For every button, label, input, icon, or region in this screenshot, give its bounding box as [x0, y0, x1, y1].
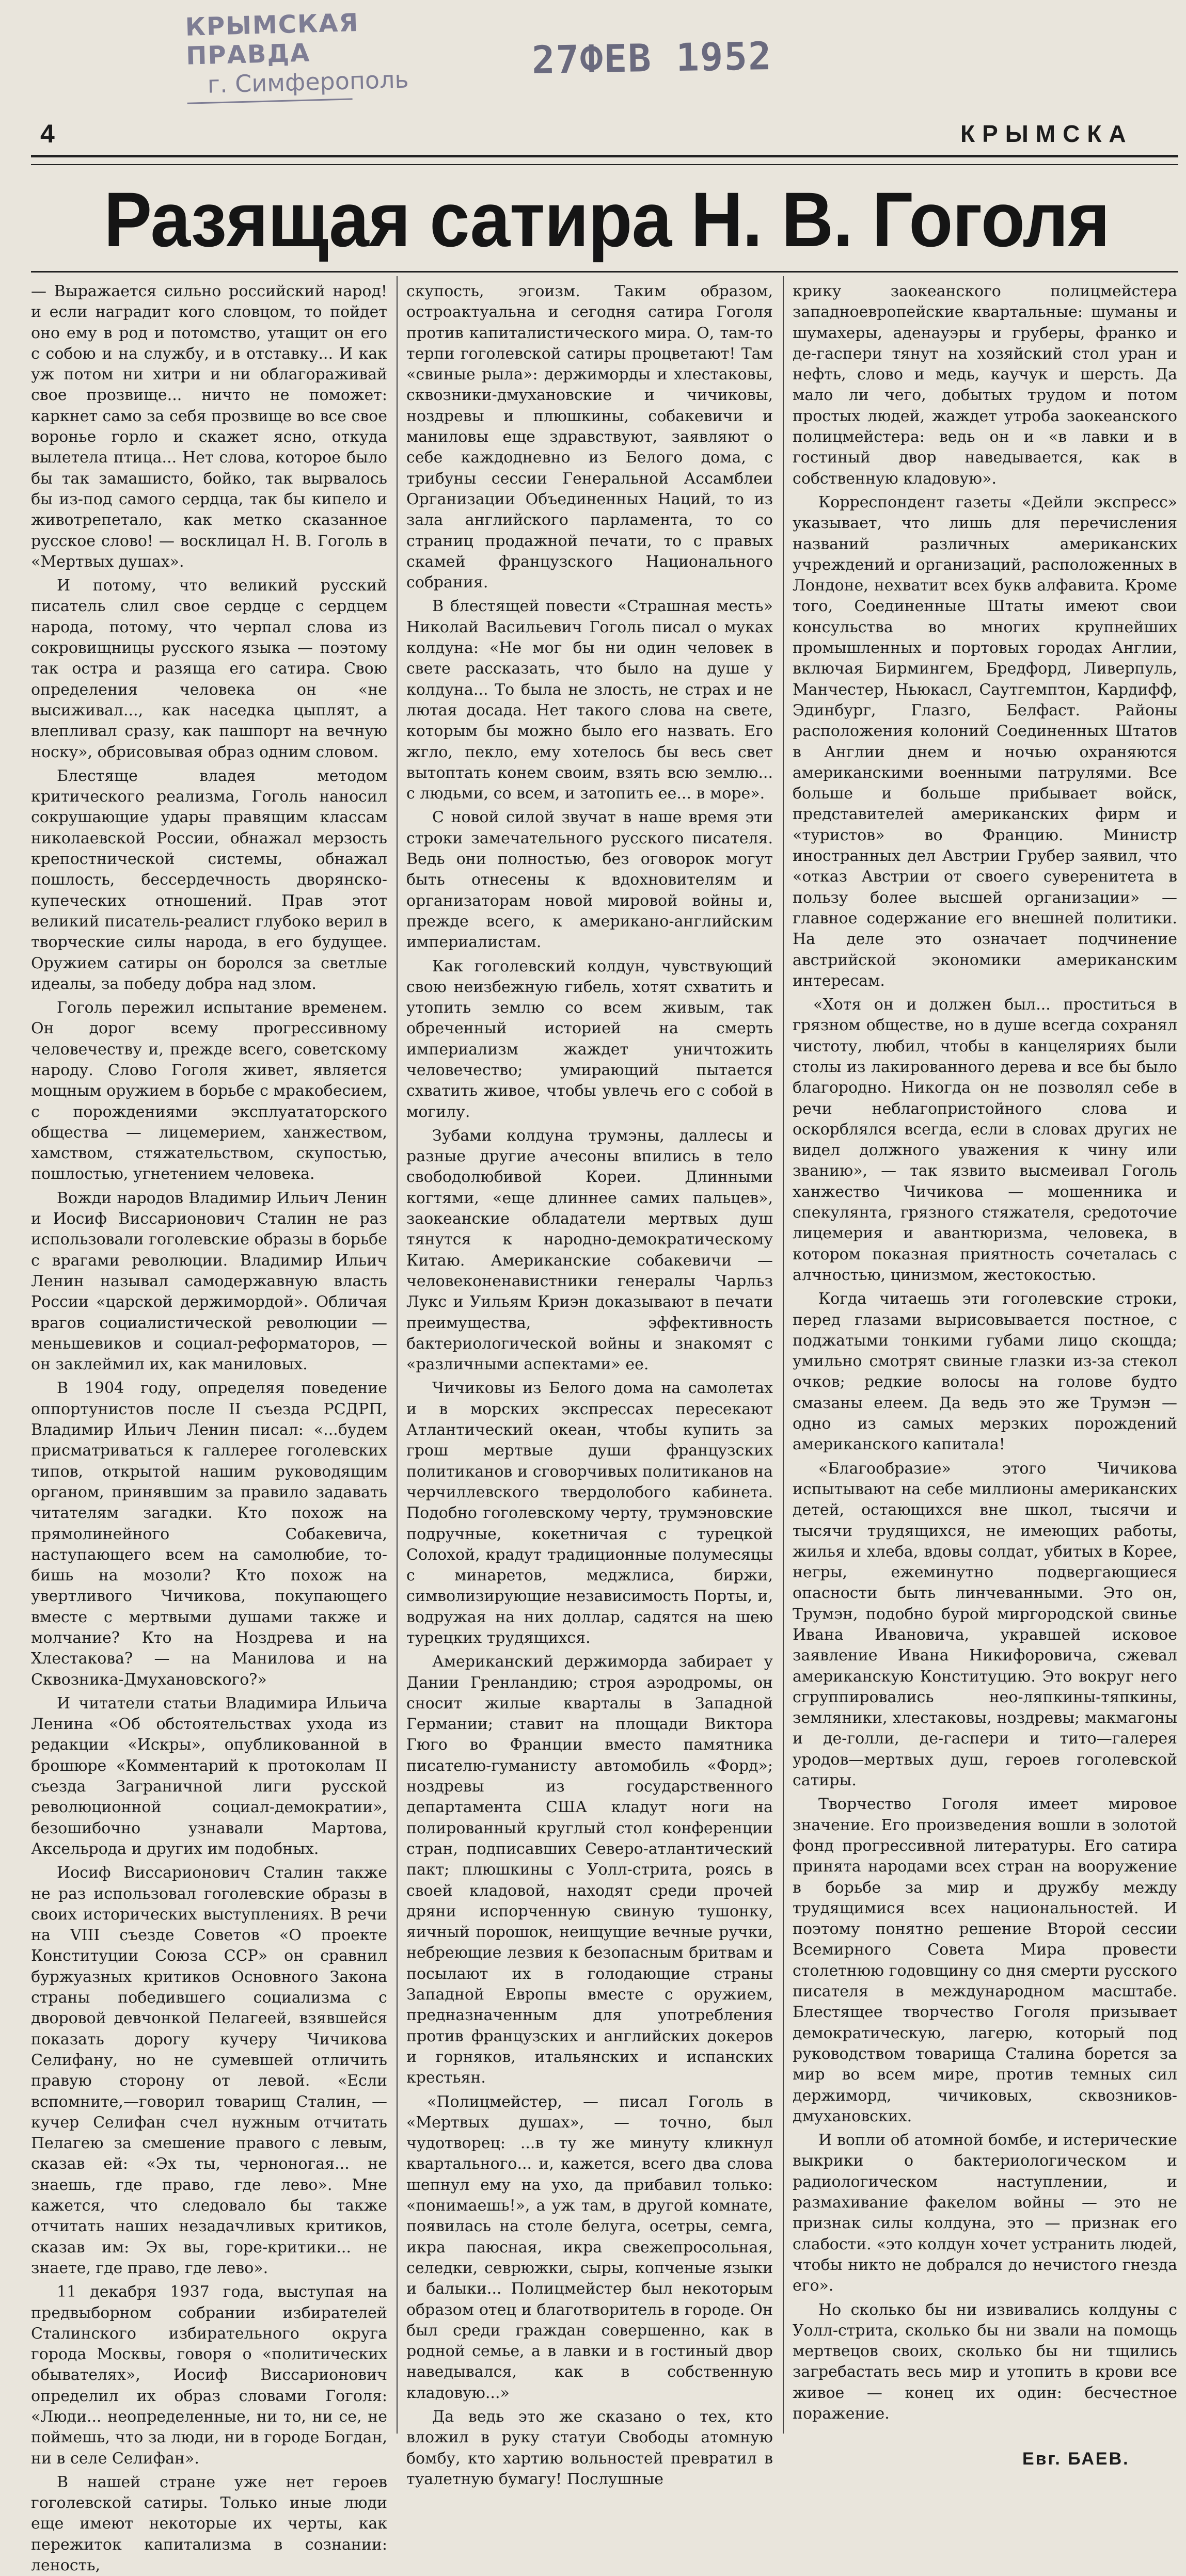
paragraph: Блестяще владея методом критического реализма, Гоголь наносил сокрушающие удары правящим классам николаевской России, обнажал мерзость крепостнической системы, обнажал пошлость, бессердечность дворянско-купеческих отношений. Прав этот великий писатель-реалист глубоко верил в творческие силы народа, в его будущее. Оружием сатиры он боролся за светлые идеалы, за победу добра над злом. [31, 766, 387, 993]
header-rule-thin [31, 164, 1178, 165]
column-divider [397, 276, 398, 2434]
paragraph: крику заокеанского полицмейстера западноевропейские квартальные: шуманы и шумахеры, аденауэры и груберы, франко и де-гаспери тянут на хозяйский стол уран и нефть, слово и медь, каучук и шерсть. Да мало ли чего, добытых трудом и потом простых людей, жаждет утроба заокеанского полицмейстера: ведь он и «в лавки и в гостиный двор наведывается, как в собственную кладовую». [793, 282, 1177, 488]
author-signature: Евг. БАЕВ. [1022, 2449, 1130, 2469]
paragraph: 11 декабря 1937 года, выступая на предвыборном собрании избирателей Сталинского избирательного округа города Москвы, говоря о «политических обывателях», Иосиф Виссарионович определил их образ словами Гоголя: «Люди... неопределенные, ни то, ни се, не поймешь, что за люди, ни в городе Богдан, ни в селе Селифан». [31, 2283, 387, 2468]
paragraph: — Выражается сильно российский народ! и если наградит кого словцом, то пойдет оно ему в род и потомство, утащит он его с собою и на службу, и в отставку... И как уж потом ни хитри и ни облагораживай свое прозвище... ничто не поможет: каркнет само за себя прозвище во все свое воронье горло и скажет ясно, откуда вылетела птица... Нет слова, которое было бы так замашисто, бойко, так вырвалось бы из-под самого сердца, так бы кипело и животрепетало, как метко сказанное русское слово! — восклицал Н. В. Гоголь в «Мертвых душах». [31, 282, 387, 571]
stamp-newspaper-name: КРЫМСКАЯ ПРАВДА [185, 8, 359, 71]
paragraph: Как гоголевский колдун, чувствующий свою неизбежную гибель, хотят схватить и утопить землю со всем живым, так обреченный историей на смерть империализм жаждет уничтожить человечество; умирающий пытается схватить живое, чтобы увлечь его с собой в могилу. [406, 957, 773, 1121]
paragraph: Но сколько бы ни извивались колдуны с Уолл-стрита, сколько бы ни звали на помощь мертвецов своих, сколько бы ни тщились загребастать весь мир и утопить в крови все живое — конец их один: бесчестное поражение. [793, 2300, 1177, 2423]
column-divider [783, 276, 784, 2434]
paragraph: Иосиф Виссарионович Сталин также не раз использовал гоголевские образы в своих исторических выступлениях. В речи на VIII съезде Советов «О проекте Конституции Союза ССР» он сравнил буржуазных критиков Основного Закона страны победившего социализма с дворовой девчонкой Пелагеей, взявшейся показать дорогу кучеру Чичикова Селифану, но не сумевшей отличить правую сторону от левой. «Если вспомните,—говорил товарищ Сталин, — кучер Селифан счел нужным отчитать Пелагею за смешение правого с левым, сказав ей: «Эх ты, черноногая... не знаешь, где право, где лево». Мне кажется, что следовало бы также отчитать наших незадачливых критиков, сказав им: Эх вы, горе-критики... не знаете, где право, где лево». [31, 1864, 387, 2277]
library-stamp [185, 6, 455, 99]
paragraph: «Благообразие» этого Чичикова испытывают на себе миллионы американских детей, остающихся вне школ, тысячи и тысячи трудящихся, не имеющих работы, жилья и хлеба, вдовы солдат, убитых в Корее, негры, ежеминутно подвергающиеся опасности быть линчеванными. Это он, Трумэн, подобно бурой миргородской свинье Ивана Ивановича, укравшей исковое заявление Ивана Никифоровича, сжевал американскую Конституцию. Это вокруг него сгруппировались нео-ляпкины-тяпкины, земляники, хлестаковы, ноздревы; макмагоны и де-голли, де-гаспери и тито—галерея уродов—мертвых душ, героев гоголевской сатиры. [793, 1459, 1177, 1790]
paragraph: В нашей стране уже нет героев гоголевской сатиры. Только иные люди еще имеют некоторые их черты, как пережиток капитализма в сознании: леность, [31, 2473, 387, 2575]
paragraph: И потому, что великий русский писатель слил свое сердце с сердцем народа, потому, что черпал слова из сокровищницы русского языка — поэтому так остра и разяща его сатира. Свою определения человека он «не высиживал..., как наседка цыплят, а влепливал сразу, как пашпорт на вечную носку», обрисовывая образ одним словом. [31, 577, 387, 761]
paragraph: И вопли об атомной бомбе, и истерические выкрики о бактериологическом и радиологическом наступлении, и размахивание факелом войны — это не признак силы колдуна, это — признак его слабости. «это колдун хочет устранить людей, чтобы никто не добрался до нечистого гнезда его». [793, 2131, 1177, 2295]
paragraph: Американский держиморда забирает у Дании Гренландию; строя аэродромы, он сносит жилые кварталы в Западной Германии; ставит на площади Виктора Гюго во Франции вместо памятника писателю-гуманисту автомобиль «Форд»; ноздревы из государственного департамента США кладут ноги на полированный круглый стол конференции стран, подписавших Северо-атлантический пакт; плюшкины с Уолл-стрита, роясь в своей кладовой, находят среди прочей дряни испорченную свиную тушонку, яичный порошок, неищущие вечные ручки, небреющие лезвия к безопасным бритвам и посылают их в голодающие страны Западной Европы вместе с оружием, предназначенным для употребления против французских и английских докеров и горняков, итальянских и испанских крестьян. [406, 1653, 773, 2087]
headline-rule [31, 271, 1178, 273]
paragraph: Когда читаешь эти гоголевские строки, перед глазами вырисовывается постное, с поджатыми тонкими губами лицо скощда; умильно смотрят свиные глазки из-за стекол очков; редкие волосы на голове будто смазаны елеем. Да ведь это же Трумэн — одно из самых мерзких порождений американского капитала! [793, 1290, 1177, 1454]
paragraph: скупость, эгоизм. Таким образом, остроактуальна и сегодня сатира Гоголя против капиталистического мира. О, там-то терпи гоголевской сатиры процветают! Там «свиные рыла»: держиморды и хлестаковы, сквозники-дмухановские и чичиковы, ноздревы и плюшкины, собакевичи и маниловы еще здравствуют, заявляют о себе каждодневно из Белого дома, с трибуны сессии Генеральной Ассамблеи Организации Объединенных Наций, то из зала английского парламента, то со страниц продажной печати, то с правых скамей французского Национального собрания. [406, 282, 773, 592]
page-number: 4 [40, 119, 55, 148]
stamp-city: г. Симферополь [207, 65, 409, 99]
paragraph: Вожди народов Владимир Ильич Ленин и Иосиф Виссарионович Сталин не раз использовали гоголевские образы в борьбе с врагами революции. Владимир Ильич Ленин называл самодержавную власть России «царской держимордой». Обличая врагов социалистической революции — меньшевиков и социал-реформаторов, — он заклеймил их, как маниловых. [31, 1189, 387, 1374]
paragraph: «Хотя он и должен был... проститься в грязном обществе, но в душе всегда сохранял чистоту, любил, чтобы в канцеляриях были столы из лакированного дерева и все бы было благородно. Никогда он не позволял себе в речи неблагопристойного слова и оскорблялся всегда, если в словах других не видел должного уважения к чину или званию», — так язвито высмеивал Гоголь ханжество Чичикова — мошенника и спекулянта, грязного стяжателя, средоточие лицемерия и авантюризма, человека, в котором показная приятность сочеталась с алчностью, цинизмом, жестокостью. [793, 996, 1177, 1284]
paragraph: В блестящей повести «Страшная месть» Николай Васильевич Гоголь писал о муках колдуна: «Не мог бы ни один человек в свете рассказать, что было на душе у колдуна... То была не злость, не страх и не лютая досада. Нет такого слова на свете, которым бы можно было его назвать. Его жгло, пекло, ему хотелось бы весь свет вытоптать конем своим, взять всю землю... с людьми, со всем, и затопить ее... в море». [406, 597, 773, 803]
stamp-underline [187, 98, 353, 104]
article-column-2 [406, 281, 773, 2488]
paragraph: Зубами колдуна трумэны, даллесы и разные другие ачесоны впились в тело свободолюбивой Кореи. Длинными когтями, «еще длиннее самих пальцев», заокеанские обладатели мертвых душ тянутся к народно-демократическому Китаю. Американские собакевичи — человеконенавистники генералы Чарльз Лукс и Уильям Криэн доказывают в печати преимущества, эффективность бактериологической войны и знакомят с «различными аспектами» ее. [406, 1126, 773, 1374]
paragraph: Творчество Гоголя имеет мировое значение. Его произведения вошли в золотой фонд прогрессивной литературы. Его сатира принята народами всех стран на вооружение в борьбе за мир и дружбу между трудящимися всех национальностей. И поэтому понятно решение Второй сессии Всемирного Совета Мира провести столетнюю годовщину со дня смерти русского писателя в международном масштабе. Блестящее творчество Гоголя призывает демократическую, лагерю, который под руководством товарища Сталина борется за мир во всем мире, против темных сил держиморд, чичиковых, сквозников-дмухановских. [793, 1795, 1177, 2125]
paragraph: Корреспондент газеты «Дейли экспресс» указывает, что лишь для перечисления названий различных американских учреждений и организаций, расположенных в Лондоне, нехватит всех букв алфавита. Кроме того, Соединенные Штаты имеют свои консульства во многих крупнейших промышленных и портовых городах Англии, включая Бирмингем, Бредфорд, Ливерпуль, Манчестер, Ньюкасл, Саутгемптон, Кардифф, Эдинбург, Глазго, Белфаст. Районы расположения колоний Соединенных Штатов в Англии днем и ночью охраняются американскими военными патрулями. Все больше и больше прибывает войск, представителей американских фирм и «туристов» во Францию. Министр иностранных дел Австрии Грубер заявил, что «отказ Австрии от своего суверенитета в пользу более высшей организации» — главное содержание его внешней политики. На деле это означает подчинение австрийской экономики американским интересам. [793, 493, 1177, 990]
article-headline: Разящая сатира Н. В. Гоголя [104, 176, 1110, 263]
newspaper-title: КРЫМСКА [960, 120, 1133, 147]
paragraph: Да ведь это же сказано о тех, кто вложил в руку статуи Свободы атомную бомбу, кто хартию вольностей превратил в туалетную бумагу! Послушные [406, 2407, 773, 2488]
paragraph: И читатели статьи Владимира Ильича Ленина «Об обстоятельствах ухода из редакции «Искры», опубликованной в брошюре «Комментарий к протоколам II съезда Заграничной лиги русской революционной социал-демократии», безошибочно узнавали Мартова, Аксельрода и других им подобных. [31, 1694, 387, 1858]
paragraph: С новой силой звучат в наше время эти строки замечательного русского писателя. Ведь они полностью, без оговорок могут быть отнесены к вдохновителям и организаторам новой мировой войны и, прежде всего, к американо-английским империалистам. [406, 808, 773, 952]
paragraph: В 1904 году, определяя поведение оппортунистов после II съезда РСДРП, Владимир Ильич Ленин писал: «...будем присматриваться к галлерее гоголевских типов, открытой нашим руководящим органом, принявшим за правило задавать читателям загадки. Кто похож на прямолинейного Собакевича, наступающего всем на самолюбие, то-бишь на мозоли? Кто похож на увертливого Чичикова, покупающего вместе с мертвыми душами также и молчание? Кто на Ноздрева и на Хлестакова? — на Манилова и на Сквозника-Дмухановского?» [31, 1379, 387, 1689]
paragraph: Чичиковы из Белого дома на самолетах и в морских экспрессах пересекают Атлантический океан, чтобы купить за грош мертвые души французских политиканов и сговорчивых политиканов на черчиллевского твердолобого кабинета. Подобно гоголевскому черту, трумэновские подручные, кокетничая с турецкой Солохой, крадут традиционные полумесяцы с минаретов, меджлиса, биржи, символизирующие независимость Порты, и, водружая на них доллар, садятся на шею турецких трудящихся. [406, 1379, 773, 1647]
header-rule [31, 155, 1178, 157]
article-column-3 [793, 281, 1177, 2423]
article-column-1 [31, 281, 387, 2575]
stamp-date: 27ФЕВ 1952 [531, 34, 773, 83]
paragraph: Гоголь пережил испытание временем. Он дорог всему прогрессивному человечеству и, прежде всего, советскому народу. Слово Гоголя живет, является мощным оружием в борьбе с мракобесием, с порождениями эксплуататорского общества — лицемерием, ханжеством, хамством, стяжательством, скупостью, пошлостью, угнетением человека. [31, 999, 387, 1183]
paragraph: «Полицмейстер, — писал Гоголь в «Мертвых душах», — точно, был чудотворец: ...в ту же минуту кликнул квартального... и, кажется, всего два слова шепнул ему на ухо, да прибавил только: «понимаешь!», а уж там, в другой комнате, появилась на столе белуга, осетры, семга, икра паюсная, икра свежепросольная, селедки, севрюжки, сыры, копченые языки и балыки... Полицмейстер был некоторым образом отец и благотворитель в городе. Он был среди граждан совершенно, как в родной семье, а в лавки и в гостиный двор наведывался, как в собственную кладовую...» [406, 2092, 773, 2402]
